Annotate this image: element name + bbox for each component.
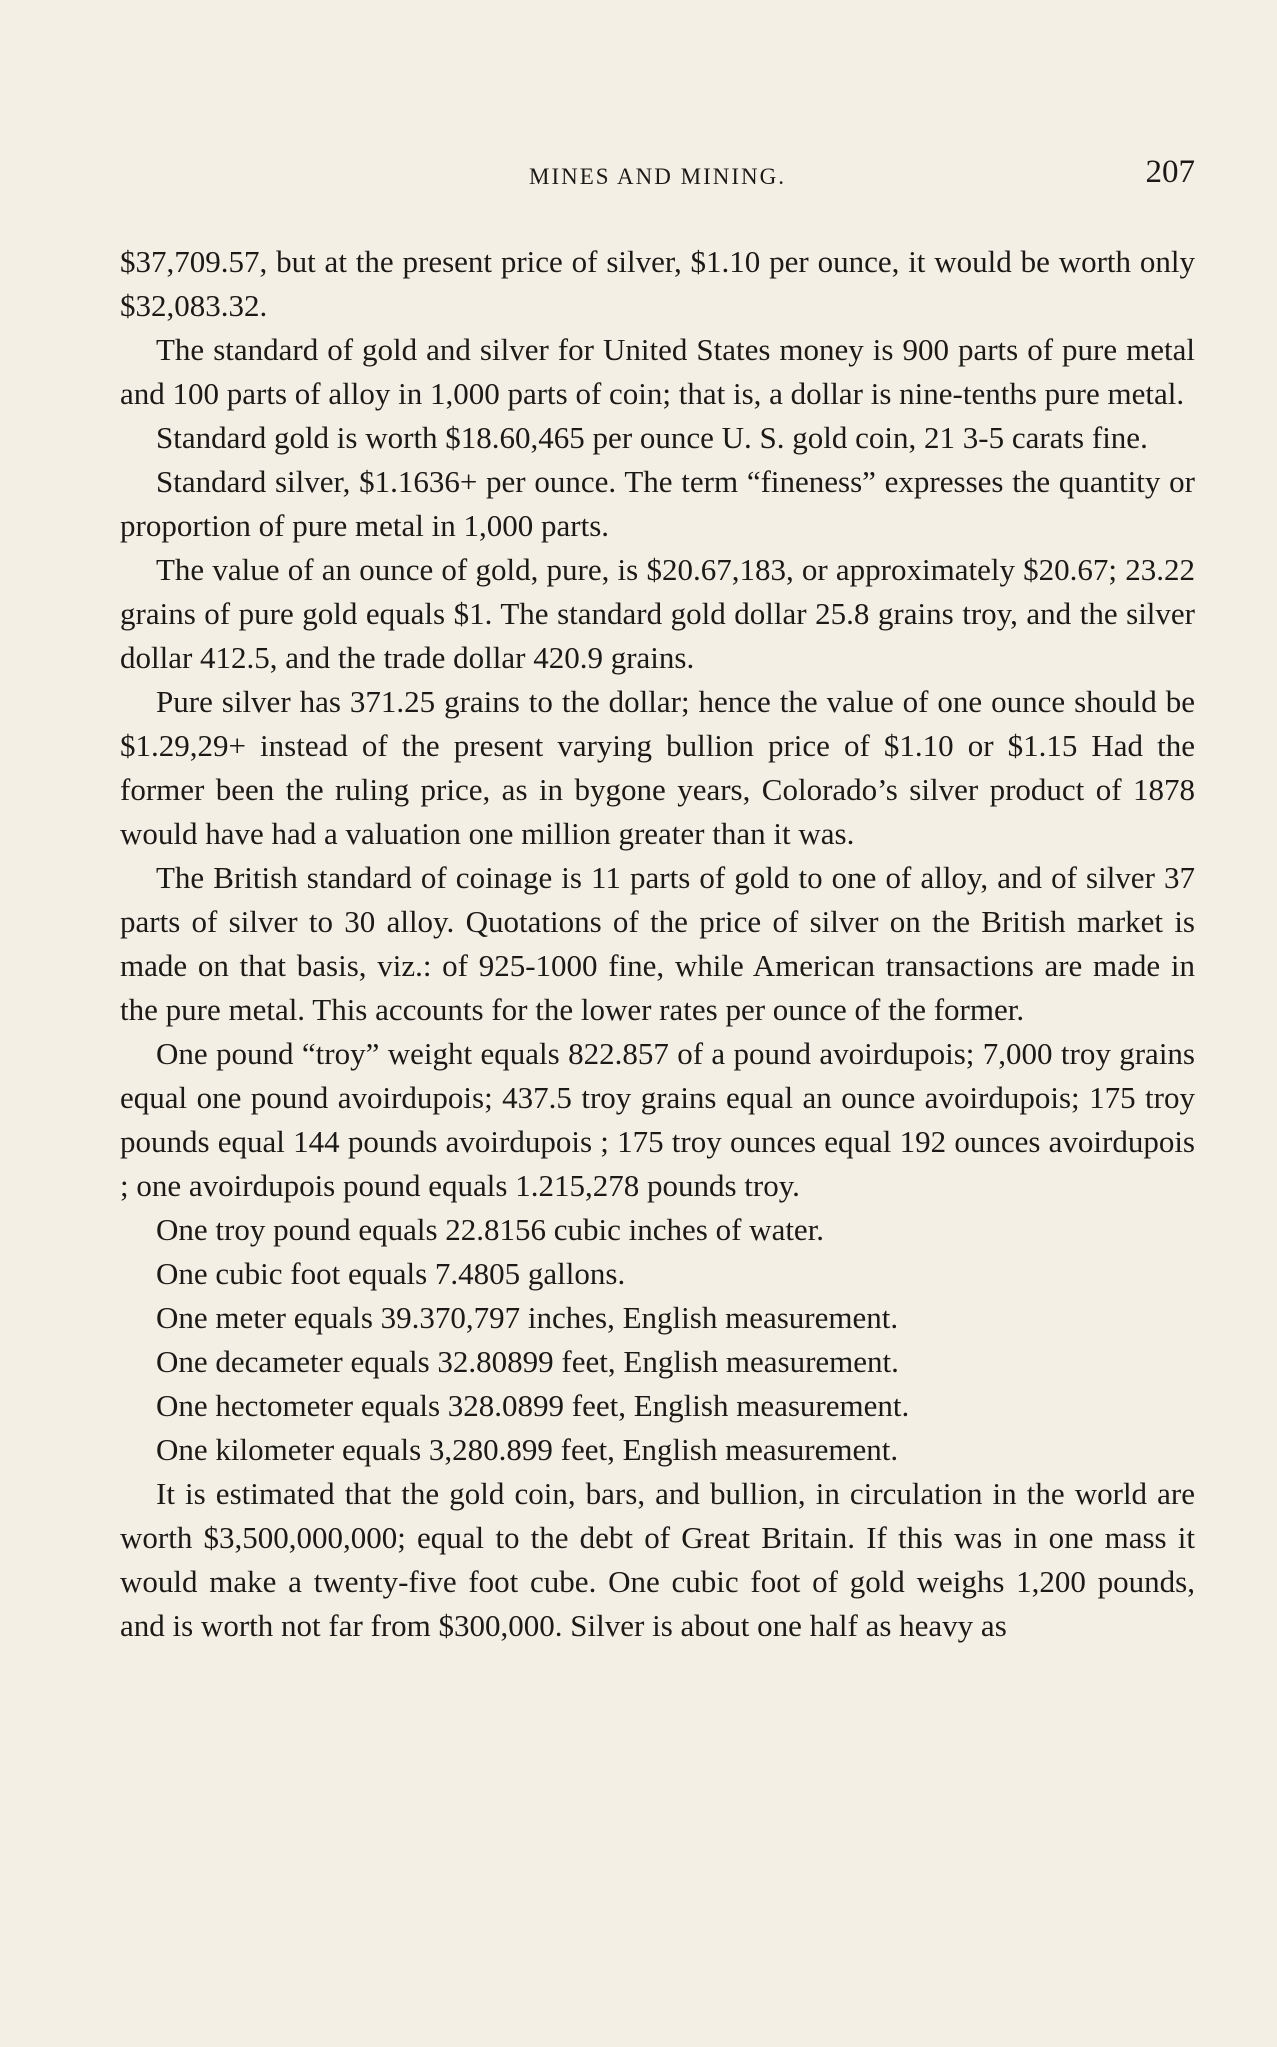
paragraph-british-standard: The British standard of coinage is 11 parts of gold to one of alloy, and of silver 37 parts of silver to 30 alloy. Quotations of the price of silver on the British market is made on that basis, viz.: of 925-1000 fine, while American transactions are made in the pure metal. This accounts for the lower rates per ounce of the former. [120,860,1195,1027]
paragraph-troy-pound-water: One troy pound equals 22.8156 cubic inches of water. [156,1212,825,1247]
paragraph-gold-circulation: It is estimated that the gold coin, bars, and bullion, in circulation in the world are worth $3,500,000,000; equal to the debt of Great Britain. If this was in one mass it would make a twenty-five foot cube. One cubic foot of gold weighs 1,200 pounds, and is worth not far from $300,000. Silver is about one half as heavy as [120,1476,1195,1643]
paragraph-standard-silver: Standard silver, $1.1636+ per ounce. The term “fineness” expresses the quantity or proportion of pure metal in 1,000 parts. [120,464,1195,543]
paragraph-hectometer: One hectometer equals 328.0899 feet, English measurement. [156,1388,910,1423]
paragraph-standard-money: The standard of gold and silver for United States money is 900 parts of pure metal and 100 parts of alloy in 1,000 parts of coin; that is, a dollar is nine-tenths pure metal. [120,332,1195,411]
running-title: MINES AND MINING. [529,164,786,189]
paragraph-kilometer: One kilometer equals 3,280.899 feet, English measurement. [156,1432,899,1467]
paragraph-cubic-foot: One cubic foot equals 7.4805 gallons. [156,1256,626,1291]
page-header [120,154,1195,200]
paragraph-standard-gold: Standard gold is worth $18.60,465 per ounce U. S. gold coin, 21 3-5 carats fine. [156,420,1148,455]
body-text [120,240,1195,1648]
paragraph-pure-silver: Pure silver has 371.25 grains to the dollar; hence the value of one ounce should be $1.29,29+ instead of the present varying bullion price of $1.10 or $1.15 Had the former been the ruling price, as in bygone years, Colorado’s silver product of 1878 would have had a valuation one million greater than it was. [120,684,1195,851]
paragraph-continued: $37,709.57, but at the present price of silver, $1.10 per ounce, it would be worth only $32,083.32. [120,244,1195,323]
paragraph-gold-value: The value of an ounce of gold, pure, is $20.67,183, or approximately $20.67; 23.22 grains of pure gold equals $1. The standard gold dollar 25.8 grains troy, and the silver dollar 412.5, and the trade dollar 420.9 grains. [120,552,1195,675]
paragraph-troy-weight: One pound “troy” weight equals 822.857 of a pound avoirdupois; 7,000 troy grains equal one pound avoirdupois; 437.5 troy grains equal an ounce avoirdupois; 175 troy pounds equal 144 pounds avoirdupois ; 175 troy ounces equal 192 ounces avoirdupois ; one avoirdupois pound equals 1.215,278 pounds troy. [120,1036,1195,1203]
paragraph-meter: One meter equals 39.370,797 inches, English measurement. [156,1300,899,1335]
page-number: 207 [1145,154,1195,190]
paragraph-decameter: One decameter equals 32.80899 feet, English measurement. [156,1344,899,1379]
